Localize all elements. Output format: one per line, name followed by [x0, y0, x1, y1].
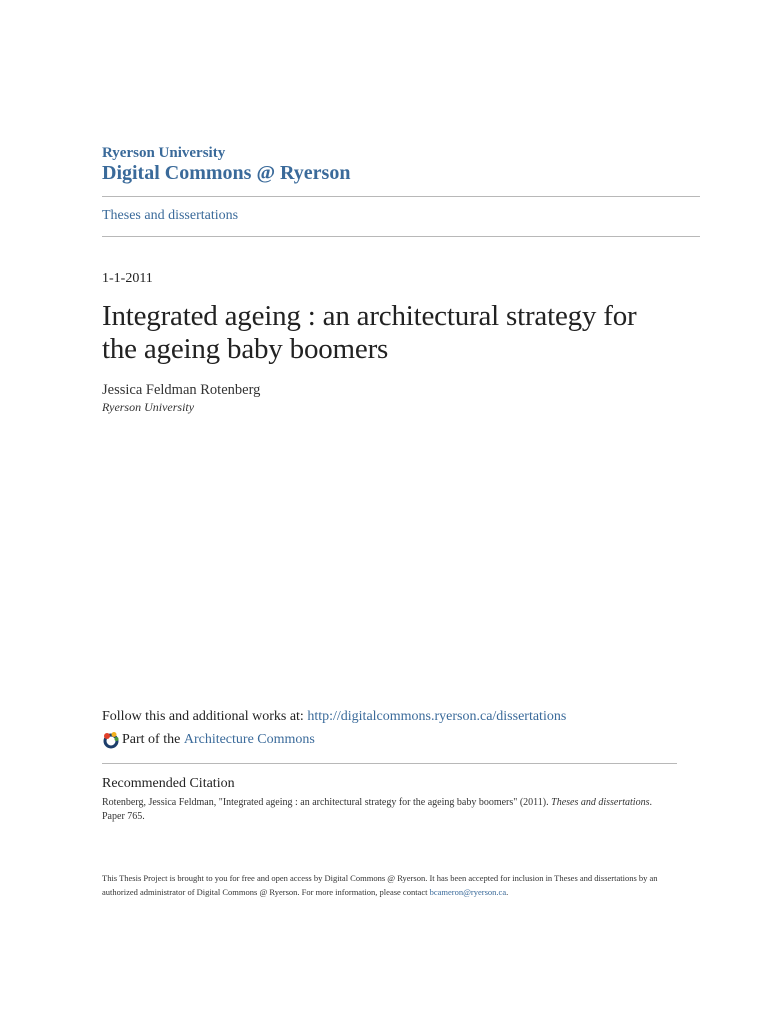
partof-prefix: Part of the [122, 732, 181, 747]
follow-prefix: Follow this and additional works at: [102, 709, 308, 724]
divider-citation [102, 763, 677, 764]
part-of-line [102, 731, 315, 749]
access-notice-text: This Thesis Project is brought to you for free and open access by Digital Commons @ Ryerson. It has been accepted for inclusion in Theses and dissertations by an authorized administrator of Digital Commons @ Ryerson. For more information, please contact [102, 873, 658, 897]
publication-date: 1-1-2011 [102, 271, 153, 286]
citation-series: Theses and dissertations [551, 797, 650, 808]
repository-name[interactable]: Digital Commons @ Ryerson [102, 162, 351, 184]
citation-end: . Paper 765. [102, 797, 652, 822]
follow-line [102, 708, 566, 725]
follow-url-link[interactable]: http://digitalcommons.ryerson.ca/dissertations [307, 709, 567, 724]
citation-heading: Recommended Citation [102, 776, 235, 791]
divider-top [102, 196, 700, 197]
citation-main: Rotenberg, Jessica Feldman, "Integrated ageing : an architectural strategy for the ageing baby boomers" (2011). [102, 797, 552, 808]
divider-series [102, 236, 700, 237]
article-title: Integrated ageing : an architectural strategy for the ageing baby boomers [102, 300, 637, 365]
institution-name[interactable]: Ryerson University [102, 145, 226, 161]
author-name: Jessica Feldman Rotenberg [102, 382, 261, 398]
architecture-commons-link[interactable]: Architecture Commons [183, 732, 315, 747]
commons-network-icon [102, 731, 120, 749]
citation-text [102, 796, 677, 824]
access-notice [102, 871, 662, 899]
access-notice-end: . [506, 887, 509, 897]
author-affiliation: Ryerson University [102, 400, 195, 414]
contact-email-link[interactable]: bcameron@ryerson.ca [429, 887, 507, 897]
series-link[interactable]: Theses and dissertations [102, 208, 239, 223]
